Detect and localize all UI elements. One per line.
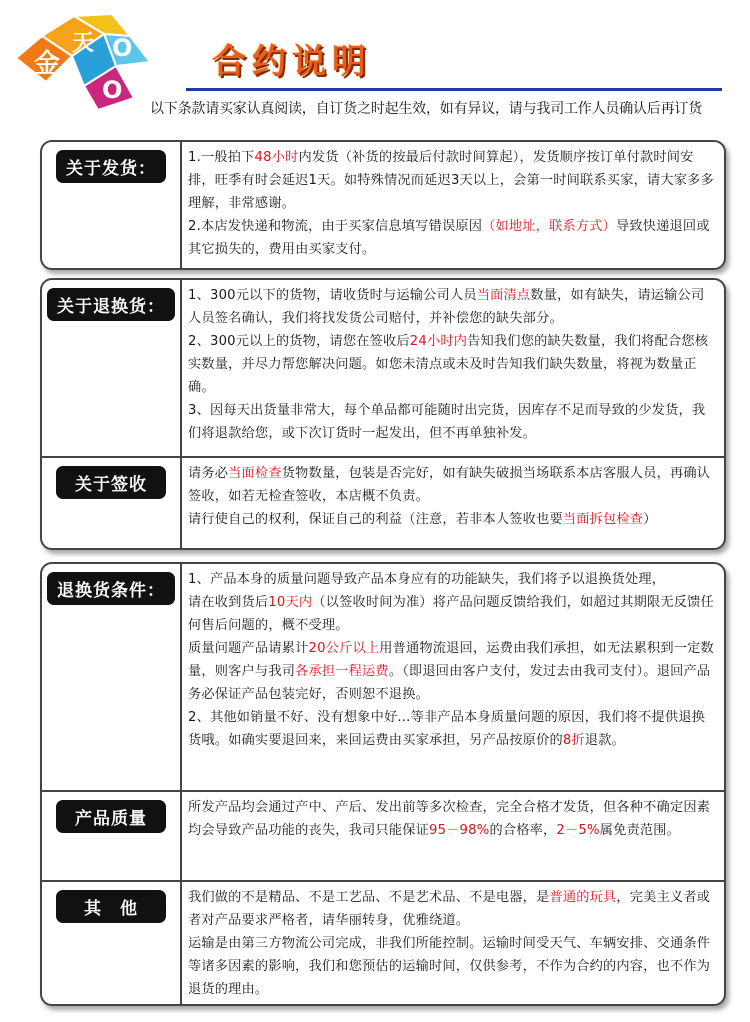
conditions-para-2: 请在收到货后10天内（以签收时间为准）将产品问题反馈给我们，如超过其期限无反馈任何售后问题的，概不受理。 [188, 595, 714, 633]
other-para-1: 我们做的不是精品、不是工艺品、不是艺术品、不是电器，是普通的玩具，完美主义者或者对产品要求严格者，请华丽转身，优雅绕道。 [188, 890, 711, 928]
quality-para-1: 所发产品均会通过产中、产后、发出前等多次检查，完全合格才发货，但各种不确定因素均会导致产品功能的丧失，我司只能保证95－98%的合格率，2－5%属免责范围。 [188, 800, 711, 838]
other-para-2: 运输是由第三方物流公司完成，非我们所能控制。运输时间受天气、车辆安排、交通条件等诸多因素的影响，我们和您预估的运输时间，仅供参考，不作为合约的内容，也不作为退货的理由。 [188, 936, 711, 997]
quality-label: 产品质量 [56, 800, 166, 833]
receipt-label: 关于签收 [56, 466, 166, 499]
returns-row [42, 280, 724, 456]
quality-content [182, 792, 724, 880]
conditions-para-4: 2、其他如销量不好、没有想象中好...等非产品本身质量问题的原因，我们将不提供退换货哦。如确实要退回来，来回运费由买家承担，另产品按原价的8折退款。 [188, 710, 706, 748]
shipping-row [42, 142, 724, 268]
other-row [42, 880, 724, 1006]
logo-char-1: 金 [34, 49, 61, 79]
returns-para-1: 1、300元以下的货物，请收货时与运输公司人员当面清点数量，如有缺失，请运输公司人员签名确认，我们将找发货公司赔付，并补偿您的缺失部分。 [188, 288, 705, 326]
logo-char-4: O [102, 76, 123, 104]
returns-panel [40, 278, 726, 550]
other-content [182, 882, 724, 1006]
conditions-para-1: 1、产品本身的质量问题导致产品本身应有的功能缺失，我们将予以退换货处理， [188, 572, 666, 587]
receipt-para-2: 请行使自己的权利，保证自己的利益（注意，若非本人签收也要当面拆包检查） [188, 512, 657, 527]
shipping-para-2: 2.本店发快递和物流，由于买家信息填写错误原因（如地址，联系方式）导致快递退回或其它损失的，费用由买家支付。 [188, 219, 710, 257]
shipping-para-1: 1.一般拍下48小时内发货（补货的按最后付款时间算起），发货顺序按订单付款时间安排，旺季有时会延迟1天。如特殊情况而延迟3天以上，会第一时间联系买家，请大家多多理解，非常感谢。 [188, 150, 714, 211]
conditions-para-3: 质量问题产品请累计20公斤以上用普通物流退回，运费由我们承担，如无法累积到一定数量，则客户与我司各承担一程运费。（即退回由客户支付，发过去由我司支付）。退回产品务必保证产品包装完好，否则恕不退换。 [188, 641, 714, 702]
page-title: 合约说明 [212, 42, 372, 82]
conditions-label: 退换货条件： [47, 572, 175, 605]
title-underline [186, 88, 722, 91]
returns-label: 关于退换货： [47, 288, 175, 321]
other-label: 其 他 [56, 890, 166, 923]
shipping-panel [40, 140, 726, 270]
conditions-content [182, 564, 724, 790]
conditions-panel [40, 562, 726, 1006]
logo-char-2: 天 [72, 31, 95, 56]
shipping-content [182, 142, 724, 268]
returns-para-2: 2、300元以上的货物，请您在签收后24小时内告知我们您的缺失数量，我们将配合您核实数量，并尽力帮您解决问题。如您未清点或未及时告知我们缺失数量，将视为数量正确。 [188, 334, 709, 395]
quality-row [42, 790, 724, 880]
logo-char-3: O [112, 34, 133, 62]
shipping-label: 关于发货： [56, 150, 166, 183]
returns-content [182, 280, 724, 456]
receipt-row [42, 456, 724, 548]
brand-logo [12, 6, 162, 116]
conditions-row [42, 564, 724, 790]
returns-para-3: 3、因每天出货量非常大，每个单品都可能随时出完货，因库存不足而导致的少发货，我们将退款给您，或下次订货时一起发出，但不再单独补发。 [188, 403, 706, 441]
receipt-para-1: 请务必当面检查货物数量，包装是否完好，如有缺失破损当场联系本店客服人员，再确认签收，如若无检查签收，本店概不负责。 [188, 466, 711, 504]
receipt-content [182, 458, 724, 548]
page-subtitle: 以下条款请买家认真阅读，自订货之时起生效，如有异议，请与我司工作人员确认后再订货 [150, 101, 702, 117]
